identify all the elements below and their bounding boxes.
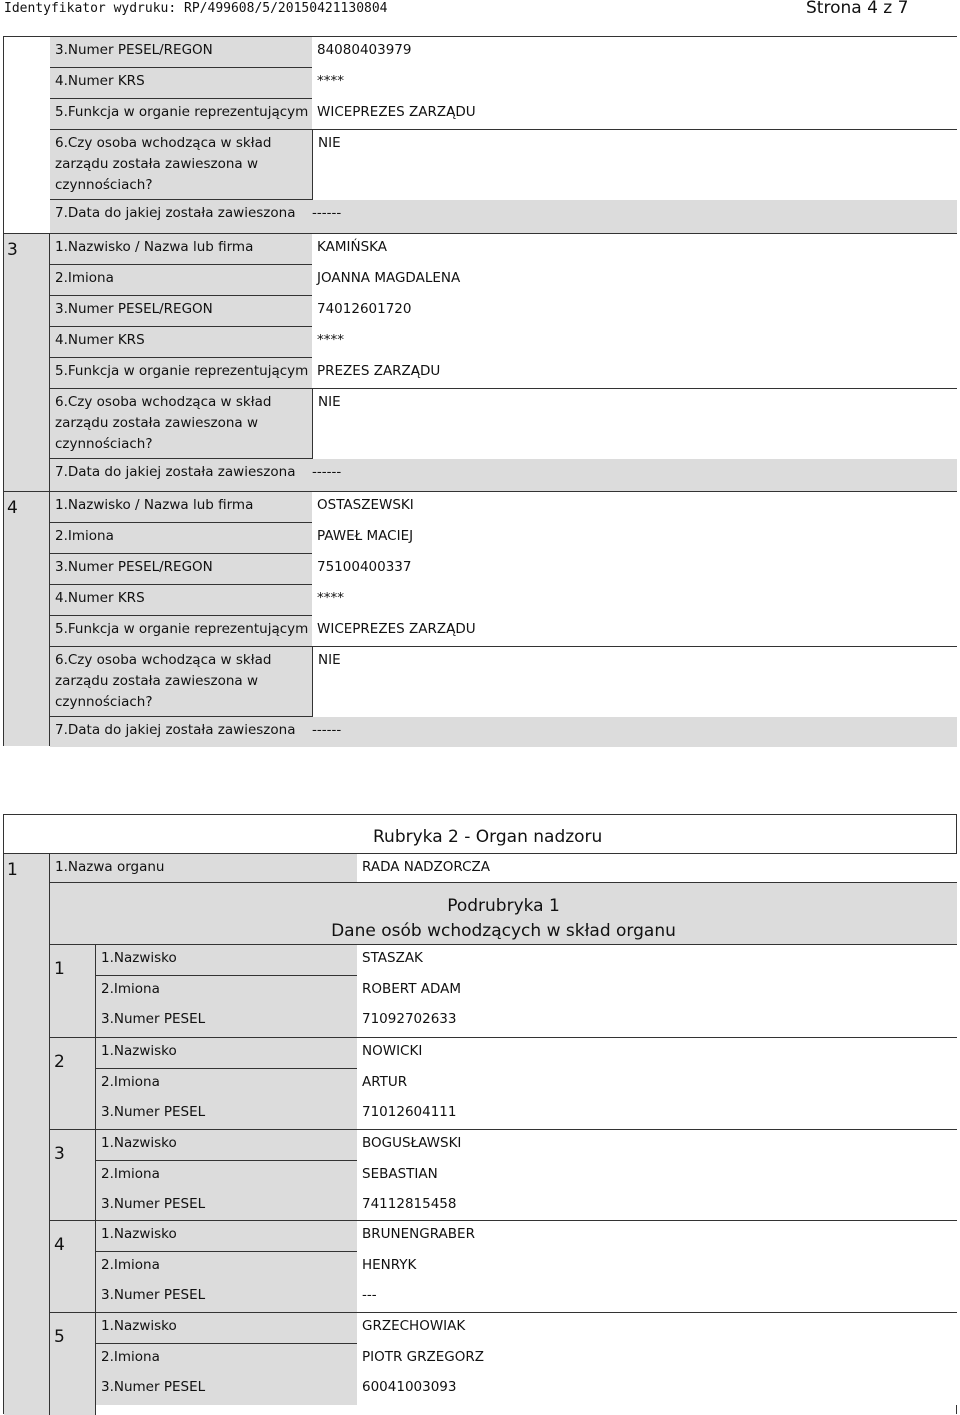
member-index: 1 (54, 959, 65, 979)
label-suspended-line: czynnościach? (55, 177, 153, 193)
member-index: 3 (54, 1144, 65, 1164)
rubryka-index-cell (4, 853, 50, 1415)
label-suspended-until-text: 7.Data do jakiej została zawieszona (55, 205, 296, 221)
value-function: WICEPREZES ZARZĄDU (312, 99, 957, 130)
value-first-names: PIOTR GRZEGORZ (357, 1344, 957, 1375)
member-index: 4 (54, 1235, 65, 1255)
member-block (50, 1220, 957, 1312)
index-cell-4 (4, 491, 50, 746)
member-block (50, 1037, 957, 1129)
label-suspended (50, 130, 312, 200)
label-function: 5.Funkcja w organie reprezentującym (50, 99, 312, 130)
label-first-names: 2.Imiona (96, 1069, 357, 1100)
label-pesel: 3.Numer PESEL (96, 1282, 357, 1313)
value-first-names: ROBERT ADAM (357, 976, 957, 1007)
members-table (50, 945, 957, 1415)
value-pesel-regon: 74012601720 (312, 296, 957, 327)
member-block (50, 945, 957, 1037)
label-suspended-until (50, 459, 957, 492)
label-first-names: 2.Imiona (50, 265, 312, 296)
value-surname: GRZECHOWIAK (357, 1313, 957, 1344)
value-suspended-until: ------ (312, 722, 342, 738)
value-pesel: 71092702633 (357, 1006, 957, 1037)
value-name: KAMIŃSKA (312, 234, 957, 265)
value-pesel-regon: 75100400337 (312, 554, 957, 585)
value-first-names: ARTUR (357, 1069, 957, 1100)
value-krs: **** (312, 68, 957, 99)
subsection-title: Podrubryka 1 (447, 896, 560, 916)
label-suspended-line: czynnościach? (55, 694, 153, 710)
value-function: WICEPREZES ZARZĄDU (312, 616, 957, 647)
value-organ-name: RADA NADZORCZA (357, 853, 957, 883)
value-pesel: 71012604111 (357, 1099, 957, 1130)
page-number: Strona 4 z 7 (806, 0, 909, 18)
label-suspended-until-text: 7.Data do jakiej została zawieszona (55, 464, 296, 480)
label-pesel-regon: 3.Numer PESEL/REGON (50, 296, 312, 327)
label-name-or-firm: 1.Nazwisko / Nazwa lub firma (50, 492, 312, 523)
label-pesel-regon: 3.Numer PESEL/REGON (50, 37, 312, 68)
label-suspended-line: zarządu została zawieszona w (55, 673, 259, 689)
label-suspended-until-text: 7.Data do jakiej została zawieszona (55, 722, 296, 738)
value-suspended-until: ------ (312, 464, 342, 480)
label-pesel: 3.Numer PESEL (96, 1006, 357, 1037)
label-first-names: 2.Imiona (50, 523, 312, 554)
value-name: OSTASZEWSKI (312, 492, 957, 523)
label-first-names: 2.Imiona (96, 1344, 357, 1375)
value-suspended: NIE (312, 389, 957, 459)
value-pesel: 60041003093 (357, 1374, 957, 1405)
member-block (50, 1312, 957, 1404)
label-krs: 4.Numer KRS (50, 327, 312, 358)
label-function: 5.Funkcja w organie reprezentującym (50, 358, 312, 389)
label-organ-name: 1.Nazwa organu (50, 853, 357, 883)
label-suspended-line: 6.Czy osoba wchodząca w skład (55, 394, 272, 410)
value-surname: NOWICKI (357, 1038, 957, 1069)
label-suspended-until (50, 717, 957, 747)
value-first-names: JOANNA MAGDALENA (312, 265, 957, 296)
subsection-subtitle: Dane osób wchodzących w skład organu (331, 921, 676, 941)
label-surname: 1.Nazwisko (96, 1221, 357, 1252)
label-suspended (50, 389, 312, 459)
value-suspended: NIE (312, 130, 957, 200)
label-suspended-line: czynnościach? (55, 436, 153, 452)
value-first-names: PAWEŁ MACIEJ (312, 523, 957, 554)
value-first-names: SEBASTIAN (357, 1161, 957, 1192)
person-index: 3 (7, 240, 18, 260)
member-index: 5 (54, 1327, 65, 1347)
value-surname: STASZAK (357, 945, 957, 976)
value-surname: BRUNENGRABER (357, 1221, 957, 1252)
label-surname: 1.Nazwisko (96, 945, 357, 976)
rubryka-index: 1 (7, 860, 18, 880)
label-name-or-firm: 1.Nazwisko / Nazwa lub firma (50, 234, 312, 265)
index-cell-3 (4, 233, 50, 491)
label-krs: 4.Numer KRS (50, 585, 312, 616)
rubryka-title-text: Rubryka 2 - Organ nadzoru (373, 827, 603, 847)
value-suspended-until: ------ (312, 205, 342, 221)
label-suspended-line: 6.Czy osoba wchodząca w skład (55, 652, 272, 668)
value-function: PREZES ZARZĄDU (312, 358, 957, 389)
value-pesel: --- (357, 1282, 957, 1313)
label-pesel: 3.Numer PESEL (96, 1191, 357, 1222)
person-index: 4 (7, 498, 18, 518)
label-first-names: 2.Imiona (96, 976, 357, 1007)
label-surname: 1.Nazwisko (96, 1038, 357, 1069)
label-suspended-line: zarządu została zawieszona w (55, 415, 259, 431)
label-suspended-line: 6.Czy osoba wchodząca w skład (55, 135, 272, 151)
label-suspended-until (50, 200, 957, 233)
value-pesel-regon: 84080403979 (312, 37, 957, 68)
member-block (50, 1129, 957, 1221)
subsection-header (50, 883, 957, 945)
rubryka-section (3, 814, 957, 1414)
label-suspended (50, 647, 312, 717)
value-pesel: 74112815458 (357, 1191, 957, 1222)
label-function: 5.Funkcja w organie reprezentującym (50, 616, 312, 647)
person-block-4 (50, 491, 957, 746)
board-section (3, 36, 957, 746)
label-surname: 1.Nazwisko (96, 1130, 357, 1161)
member-index: 2 (54, 1052, 65, 1072)
value-krs: **** (312, 585, 957, 616)
value-surname: BOGUSŁAWSKI (357, 1130, 957, 1161)
person-block-3 (50, 233, 957, 491)
value-suspended: NIE (312, 647, 957, 717)
print-identifier: Identyfikator wydruku: RP/499608/5/20150421130804 (4, 1, 388, 16)
label-first-names: 2.Imiona (96, 1252, 357, 1283)
value-krs: **** (312, 327, 957, 358)
label-pesel-regon: 3.Numer PESEL/REGON (50, 554, 312, 585)
label-krs: 4.Numer KRS (50, 68, 312, 99)
label-surname: 1.Nazwisko (96, 1313, 357, 1344)
person-block-partial (50, 37, 957, 233)
value-first-names: HENRYK (357, 1252, 957, 1283)
label-suspended-line: zarządu została zawieszona w (55, 156, 259, 172)
label-first-names: 2.Imiona (96, 1161, 357, 1192)
label-pesel: 3.Numer PESEL (96, 1374, 357, 1405)
label-pesel: 3.Numer PESEL (96, 1099, 357, 1130)
